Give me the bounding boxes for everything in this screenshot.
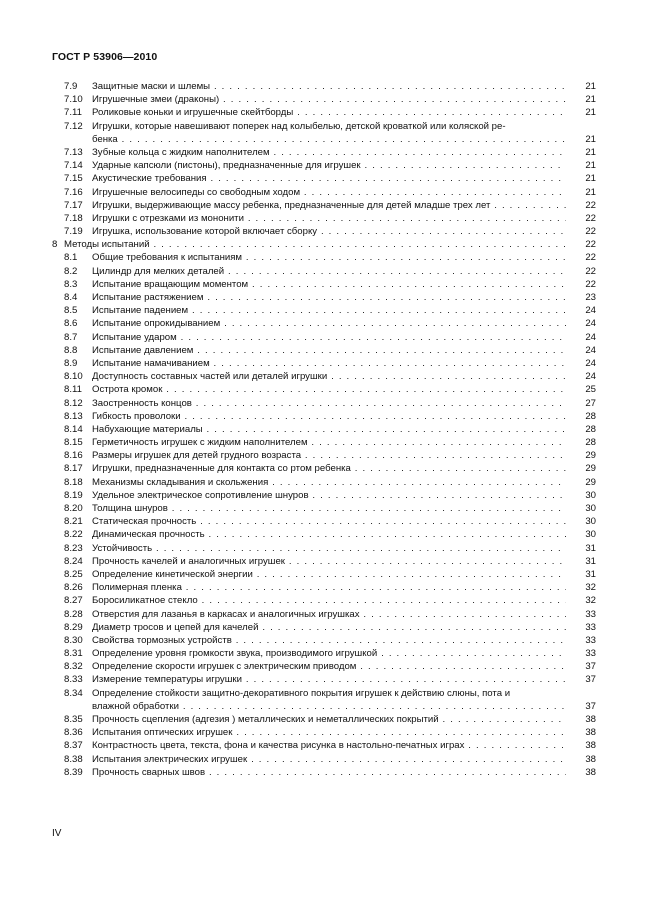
toc-entry-title-line2: бенка . . . xyxy=(92,134,566,145)
toc-entry-title: Набухающие материалы . . . xyxy=(92,423,566,436)
toc-entry-page: 27 xyxy=(585,397,596,409)
toc-entry-page: 28 xyxy=(585,423,596,435)
toc-entry-title: Диаметр тросов и цепей для качелей . . . xyxy=(92,621,566,634)
toc-entry-page: 38 xyxy=(585,714,596,726)
toc-entry[interactable] xyxy=(52,489,596,502)
toc-entry-number: 8.30 xyxy=(64,634,83,646)
toc-entry-title: Определение скорости игрушек с электрическим приводом . . . xyxy=(92,660,566,673)
toc-entry-page: 21 xyxy=(585,133,596,145)
toc-entry-page: 24 xyxy=(585,318,596,330)
toc-entry-page: 30 xyxy=(585,503,596,514)
toc-entry-page: 38 xyxy=(585,740,596,752)
toc-entry-number: 8.18 xyxy=(64,476,83,488)
toc-entry[interactable] xyxy=(52,357,596,370)
toc-entry-page: 32 xyxy=(585,595,596,607)
toc-entry-title: Статическая прочность . . . xyxy=(92,515,566,528)
toc-entry-title: Испытание намачиванием . . . xyxy=(92,357,566,370)
toc-entry-page: 28 xyxy=(585,437,596,449)
toc-entry-number: 8.13 xyxy=(64,410,83,422)
toc-entry[interactable] xyxy=(52,120,596,146)
toc-entry-number: 8.27 xyxy=(64,595,83,607)
toc-entry[interactable] xyxy=(52,555,596,568)
toc-entry-title: Доступность составных частей или деталей игрушки . . . xyxy=(92,370,566,383)
toc-entry-number: 8.7 xyxy=(64,331,78,343)
toc-entry-title: Прочность качелей и аналогичных игрушек . . . xyxy=(92,555,566,568)
toc-entry-title: Защитные маски и шлемы . . . xyxy=(92,80,566,93)
toc-entry[interactable] xyxy=(52,186,596,199)
toc-entry-page: 31 xyxy=(585,568,596,580)
toc-entry[interactable] xyxy=(52,660,596,673)
toc-entry-number: 8.11 xyxy=(64,384,82,396)
toc-entry-title: Герметичность игрушек с жидким наполнителем . . . xyxy=(92,436,566,449)
toc-entry-page: 38 xyxy=(585,727,596,739)
toc-entry-number: 7.16 xyxy=(64,186,83,198)
toc-entry-number: 8.19 xyxy=(64,489,83,501)
toc-entry[interactable] xyxy=(52,159,596,172)
toc-entry-number: 8.21 xyxy=(64,516,83,528)
toc-entry-page: 33 xyxy=(585,621,596,633)
toc-entry-title: Определение уровня громкости звука, производимого игрушкой . . . xyxy=(92,647,566,660)
toc-entry-page: 32 xyxy=(585,582,596,594)
toc-entry-title: Испытание падением . . . xyxy=(92,304,566,317)
toc-entry-title: Измерение температуры игрушки . . . xyxy=(92,673,566,686)
toc-entry-title: Полимерная пленка . . . xyxy=(92,581,566,594)
toc-entry-title: Игрушки, выдерживающие массу ребенка, предназначенные для детей младше трех лет . . . xyxy=(92,199,566,212)
toc-entry-number: 8.38 xyxy=(64,753,83,765)
toc-entry[interactable] xyxy=(52,370,596,383)
toc-entry[interactable] xyxy=(52,621,596,634)
toc-entry-page: 29 xyxy=(585,463,596,475)
toc-entry[interactable] xyxy=(52,199,596,212)
toc-entry[interactable] xyxy=(52,410,596,423)
toc-entry-title: Боросиликатное стекло . . . xyxy=(92,594,566,607)
toc-entry-page: 21 xyxy=(585,173,596,185)
toc-entry-page: 31 xyxy=(585,555,596,567)
toc-entry-page: 22 xyxy=(585,278,596,290)
toc-entry-number: 8.29 xyxy=(64,621,83,633)
toc-entry-title: Испытание давлением . . . xyxy=(92,344,566,357)
toc-entry-number: 8.15 xyxy=(64,437,83,449)
toc-entry-title: Гибкость проволоки . . . xyxy=(92,410,566,423)
toc-entry-page: 22 xyxy=(585,239,596,251)
toc-entry[interactable] xyxy=(52,568,596,581)
toc-entry[interactable] xyxy=(52,608,596,621)
toc-entry-page: 25 xyxy=(585,384,596,396)
toc-entry-title: Испытания оптических игрушек . . . xyxy=(92,726,566,739)
toc-entry-page: 21 xyxy=(585,146,596,158)
toc-entry[interactable] xyxy=(52,331,596,344)
toc-entry-number: 8.8 xyxy=(64,344,78,356)
toc-entry-title: Ударные капсюли (пистоны), предназначенные для игрушек . . . xyxy=(92,159,566,172)
toc-entry-title: Испытание вращающим моментом . . . xyxy=(92,278,566,291)
toc-entry-page: 37 xyxy=(585,661,596,673)
toc-entry[interactable] xyxy=(52,278,596,291)
toc-entry-number: 8.5 xyxy=(64,305,78,317)
toc-entry-title: Игрушки с отрезками из мононити . . . xyxy=(92,212,566,225)
toc-entry-number: 8.28 xyxy=(64,608,83,620)
toc-entry-page: 21 xyxy=(585,107,596,119)
toc-entry[interactable] xyxy=(52,766,596,779)
toc-entry-number: 8.14 xyxy=(64,423,83,435)
toc-entry-title: Толщина шнуров . . . xyxy=(92,502,566,515)
toc-entry-title: Отверстия для лазанья в каркасах и аналогичных игрушках . . . xyxy=(92,608,566,621)
toc-entry-title: Игрушечные велосипеды со свободным ходом . . . xyxy=(92,186,566,199)
toc-entry[interactable] xyxy=(52,80,596,93)
toc-entry-page: 24 xyxy=(585,305,596,317)
document-header: ГОСТ Р 53906—2010 xyxy=(52,51,158,63)
toc-entry-title: Акустические требования . . . xyxy=(92,172,566,185)
toc-entry-number: 8.24 xyxy=(64,555,83,567)
toc-entry-number: 7.17 xyxy=(64,199,83,211)
toc-entry-title: Игрушки, предназначенные для контакта со ртом ребенка . . . xyxy=(92,462,566,475)
toc-entry-number: 8.2 xyxy=(64,265,78,277)
toc-entry-page: 37 xyxy=(585,674,596,686)
toc-entry-title: Заостренность концов . . . xyxy=(92,397,566,410)
toc-entry-number: 8.26 xyxy=(64,582,83,594)
toc-entry[interactable] xyxy=(52,739,596,752)
toc-entry-page: 31 xyxy=(585,542,596,554)
toc-entry[interactable] xyxy=(52,449,596,462)
toc-entry[interactable] xyxy=(52,753,596,766)
toc-entry-page: 24 xyxy=(585,331,596,343)
toc-entry[interactable] xyxy=(52,462,596,475)
toc-entry-title: Контрастность цвета, текста, фона и качества рисунка в настольно-печатных играх . . . xyxy=(92,739,566,752)
toc-entry-page: 38 xyxy=(585,753,596,765)
toc-entry-number: 8.10 xyxy=(64,371,83,383)
toc-entry-page: 21 xyxy=(585,160,596,172)
toc-entry-number: 8.4 xyxy=(64,292,78,304)
toc-entry-number: 8.17 xyxy=(64,463,83,475)
toc-entry[interactable] xyxy=(52,581,596,594)
toc-entry-number: 7.13 xyxy=(64,146,83,158)
toc-entry-number: 8.34 xyxy=(64,687,83,699)
toc-entry-title-line1: Игрушки, которые навешивают поперек над колыбелью, детской кроваткой или коляской ре- xyxy=(92,120,506,132)
toc-entry-number: 8.37 xyxy=(64,740,83,752)
toc-entry-title: Роликовые коньки и игрушечные скейтборды . . . xyxy=(92,106,566,119)
table-of-contents xyxy=(52,80,596,779)
toc-entry-title xyxy=(92,687,566,713)
toc-entry-page: 22 xyxy=(585,199,596,211)
toc-entry-title: Острота кромок . . . xyxy=(92,383,566,396)
toc-entry-page: 30 xyxy=(585,489,596,501)
toc-entry-page: 24 xyxy=(585,344,596,356)
toc-entry[interactable] xyxy=(52,502,596,515)
toc-entry-title: Общие требования к испытаниям . . . xyxy=(92,251,566,264)
toc-entry-title xyxy=(92,120,566,146)
toc-entry-page: 28 xyxy=(585,410,596,422)
toc-entry-number: 8.22 xyxy=(64,529,83,541)
toc-entry-title-line1: Определение стойкости защитно-декоративного покрытия игрушек к действию слюны, пота и xyxy=(92,687,511,699)
toc-entry-page: 21 xyxy=(585,80,596,92)
toc-entry[interactable] xyxy=(52,542,596,555)
toc-entry-page: 22 xyxy=(585,252,596,264)
toc-entry[interactable] xyxy=(52,423,596,436)
toc-entry-page: 21 xyxy=(585,186,596,198)
toc-entry-page: 33 xyxy=(585,648,596,660)
toc-entry-page: 33 xyxy=(585,634,596,646)
toc-entry-number: 7.19 xyxy=(64,226,83,238)
toc-entry[interactable] xyxy=(52,265,596,278)
toc-entry[interactable] xyxy=(52,528,596,541)
toc-entry-page: 29 xyxy=(585,450,596,462)
toc-entry[interactable] xyxy=(52,291,596,304)
toc-entry[interactable] xyxy=(52,726,596,739)
toc-entry-title: Динамическая прочность . . . xyxy=(92,528,566,541)
toc-entry[interactable] xyxy=(52,436,596,449)
toc-entry[interactable] xyxy=(52,594,596,607)
toc-entry-number: 8.16 xyxy=(64,450,83,462)
toc-entry[interactable] xyxy=(52,383,596,396)
toc-entry-page: 30 xyxy=(585,516,596,528)
toc-entry-number: 8.31 xyxy=(64,648,83,660)
toc-entry-number: 8.9 xyxy=(64,357,78,369)
toc-entry[interactable] xyxy=(52,397,596,410)
toc-entry-number: 8.33 xyxy=(64,674,83,686)
toc-entry-number: 8.1 xyxy=(64,252,78,264)
toc-entry-title: Удельное электрическое сопротивление шнуров . . . xyxy=(92,489,566,502)
toc-entry-number: 8.32 xyxy=(64,661,83,673)
toc-entry-page: 29 xyxy=(585,476,596,488)
toc-entry-number: 7.15 xyxy=(64,173,83,185)
toc-entry[interactable] xyxy=(52,687,596,713)
toc-entry-page: 24 xyxy=(585,357,596,369)
toc-entry-number: 8.39 xyxy=(64,766,83,778)
toc-entry-number: 8.3 xyxy=(64,278,78,290)
toc-entry-title: Испытание растяжением . . . xyxy=(92,291,566,304)
toc-entry-title: Игрушечные змеи (драконы) . . . xyxy=(92,93,566,106)
toc-entry-number: 8.25 xyxy=(64,568,83,580)
toc-entry-number: 7.10 xyxy=(64,94,83,106)
toc-entry[interactable] xyxy=(52,172,596,185)
toc-entry-title: Испытание опрокидыванием . . . xyxy=(92,317,566,330)
toc-entry-title: Размеры игрушек для детей грудного возраста . . . xyxy=(92,449,566,462)
toc-entry-title: Цилиндр для мелких деталей . . . xyxy=(92,265,566,278)
toc-entry-number: 7.14 xyxy=(64,160,83,172)
toc-entry-page: 37 xyxy=(585,700,596,712)
toc-entry-number: 8.12 xyxy=(64,397,83,409)
toc-entry-page: 24 xyxy=(585,371,596,383)
toc-entry-title: Испытание ударом . . . xyxy=(92,331,566,344)
toc-entry-title-line2: влажной обработки . . . xyxy=(92,701,566,712)
toc-entry-page: 23 xyxy=(585,292,596,303)
toc-entry[interactable] xyxy=(52,476,596,489)
toc-entry-number: 7.9 xyxy=(64,81,78,92)
toc-entry[interactable] xyxy=(52,106,596,119)
toc-entry-page: 22 xyxy=(585,265,596,277)
toc-entry-title: Прочность сварных швов . . . xyxy=(92,766,566,779)
toc-entry-number: 8 xyxy=(52,239,58,251)
toc-entry-title: Прочность сцепления (адгезия ) металлических и неметаллических покрытий . . . xyxy=(92,713,566,726)
toc-entry-page: 38 xyxy=(585,766,596,778)
toc-entry[interactable] xyxy=(52,673,596,686)
toc-entry[interactable] xyxy=(52,225,596,238)
toc-entry[interactable] xyxy=(52,93,596,106)
toc-entry-title: Свойства тормозных устройств . . . xyxy=(92,634,566,647)
toc-entry-number: 8.20 xyxy=(64,503,83,515)
toc-entry-title: Определение кинетической энергии . . . xyxy=(92,568,566,581)
toc-entry[interactable] xyxy=(52,317,596,330)
toc-entry-title: Игрушка, использование которой включает сборку . . . xyxy=(92,225,566,238)
toc-entry-title: Методы испытаний . . . xyxy=(64,238,566,251)
toc-entry-page: 22 xyxy=(585,226,596,238)
toc-entry-page: 30 xyxy=(585,529,596,541)
toc-entry-number: 8.23 xyxy=(64,542,83,554)
toc-entry[interactable] xyxy=(52,647,596,660)
toc-entry[interactable] xyxy=(52,515,596,528)
toc-entry-title: Испытания электрических игрушек . . . xyxy=(92,753,566,766)
toc-entry-title: Механизмы складывания и скольжения . . . xyxy=(92,476,566,489)
toc-entry[interactable] xyxy=(52,344,596,357)
toc-entry-number: 8.6 xyxy=(64,318,78,330)
toc-entry[interactable] xyxy=(52,146,596,159)
toc-entry[interactable] xyxy=(52,713,596,726)
page-number: IV xyxy=(52,828,62,839)
toc-entry-page: 33 xyxy=(585,608,596,620)
toc-entry-page: 22 xyxy=(585,212,596,224)
toc-entry[interactable] xyxy=(52,251,596,264)
toc-entry[interactable] xyxy=(52,238,596,251)
toc-entry-number: 8.36 xyxy=(64,727,83,739)
toc-entry-number: 8.35 xyxy=(64,714,83,726)
toc-entry-number: 7.18 xyxy=(64,212,83,224)
toc-entry-title: Зубные кольца с жидким наполнителем . . . xyxy=(92,146,566,159)
toc-entry-number: 7.12 xyxy=(64,120,83,132)
toc-entry-number: 7.11 xyxy=(64,107,82,119)
toc-entry[interactable] xyxy=(52,304,596,317)
toc-entry[interactable] xyxy=(52,212,596,225)
toc-entry-page: 21 xyxy=(585,94,596,106)
toc-entry[interactable] xyxy=(52,634,596,647)
toc-entry-title: Устойчивость . . . xyxy=(92,542,566,555)
